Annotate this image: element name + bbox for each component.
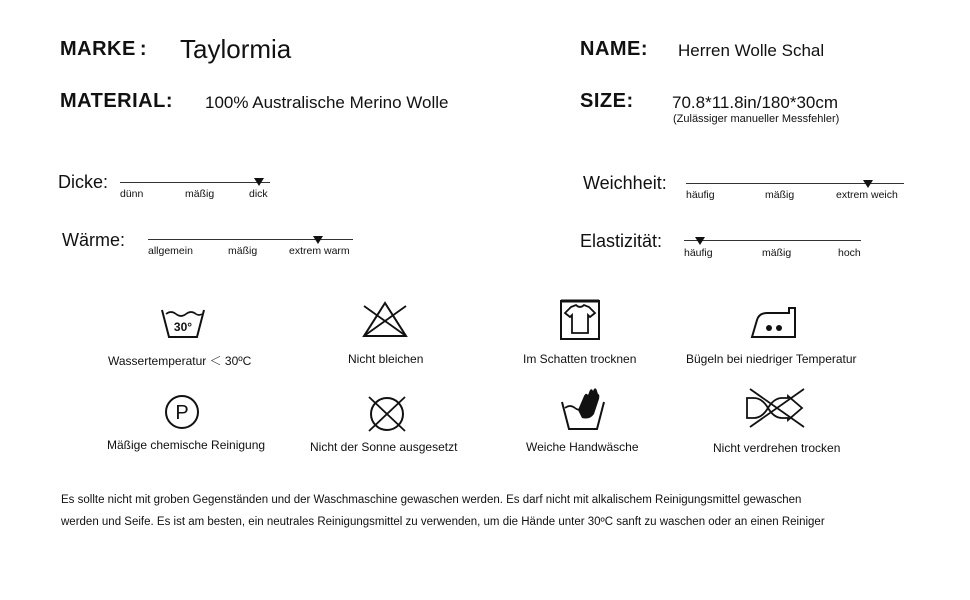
thickness-label: Dicke: <box>58 172 109 192</box>
elasticity-marker-icon <box>695 237 705 245</box>
instructions-line-2: werden und Seife. Es ist am besten, ein neutrales Reinigungsmittel zu verwenden, um die Hände unter 30ºC sanft zu waschen oder an einen Reiniger <box>61 516 825 528</box>
thickness-tick-1: dünn <box>120 188 144 200</box>
care-caption-no-sun: Nicht der Sonne ausgesetzt <box>310 440 458 454</box>
shade-dry-icon <box>559 299 601 341</box>
elasticity-tick-1: häufig <box>684 247 713 259</box>
thickness-tick-3: dick <box>249 188 268 200</box>
softness-marker-icon <box>863 180 873 188</box>
care-caption-shade-dry: Im Schatten trocknen <box>523 352 637 366</box>
iron-low-icon <box>749 304 801 340</box>
dry-clean-letter: P <box>175 402 189 424</box>
material-value: 100% Australische Merino Wolle <box>205 93 449 112</box>
instructions-line-1: Es sollte nicht mit groben Gegenständen und der Waschmaschine gewaschen werden. Es darf nicht mit alkalischem Reinigungsmittel gewaschen <box>61 494 802 506</box>
elasticity-tick-3: hoch <box>838 247 861 259</box>
elasticity-tick-2: mäßig <box>762 247 792 259</box>
warmth-tick-1: allgemein <box>148 245 193 257</box>
name-value: Herren Wolle Schal <box>678 41 825 60</box>
softness-tick-2: mäßig <box>765 189 795 201</box>
no-bleach-icon <box>358 300 414 340</box>
care-caption-dry-clean: Mäßige chemische Reinigung <box>107 438 266 452</box>
size-label: SIZE: <box>580 90 634 112</box>
no-wring-icon <box>744 386 810 430</box>
material-label: MATERIAL: <box>60 90 173 112</box>
hand-wash-icon <box>560 386 606 432</box>
no-sun-icon <box>366 394 408 434</box>
brand-value: Taylormia <box>180 34 292 64</box>
warmth-tick-3: extrem warm <box>289 245 350 257</box>
name-label: NAME: <box>580 38 649 60</box>
thickness-marker-icon <box>254 178 264 186</box>
care-caption-no-bleach: Nicht bleichen <box>348 352 424 366</box>
elasticity-scale-line <box>684 240 861 241</box>
wash-temp-text: 30° <box>173 320 193 334</box>
elasticity-label: Elastizität: <box>580 231 663 251</box>
dry-clean-p-icon <box>163 393 201 431</box>
warmth-label: Wärme: <box>62 230 125 250</box>
care-caption-iron: Bügeln bei niedriger Temperatur <box>686 352 857 366</box>
size-note: (Zulässiger manueller Messfehler) <box>673 113 840 125</box>
warmth-marker-icon <box>313 236 323 244</box>
brand-label: MARKE : <box>60 38 148 60</box>
thickness-tick-2: mäßig <box>185 188 215 200</box>
softness-label: Weichheit: <box>583 173 667 193</box>
warmth-tick-2: mäßig <box>228 245 258 257</box>
care-caption-wash: Wassertemperatur ＜ 30ºC <box>108 354 252 368</box>
care-caption-hand-wash: Weiche Handwäsche <box>526 440 639 454</box>
care-caption-no-wring: Nicht verdrehen trocken <box>713 441 841 455</box>
size-value: 70.8*11.8in/180*30cm <box>672 93 839 112</box>
wash-30-icon <box>160 304 206 340</box>
softness-tick-1: häufig <box>686 189 715 201</box>
thickness-scale-line <box>120 182 270 183</box>
softness-tick-3: extrem weich <box>836 189 898 201</box>
